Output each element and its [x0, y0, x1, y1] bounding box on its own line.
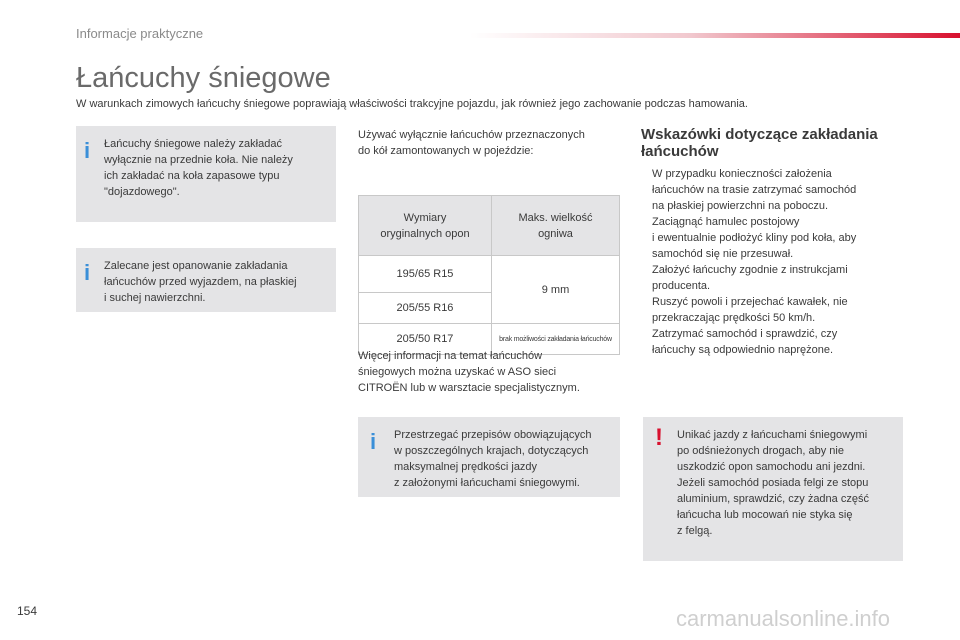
more-info-text: Więcej informacji na temat łańcuchów śniegowych można uzyskać w ASO sieci CITROËN lub w warsztacie specjalistycznym.: [358, 350, 580, 394]
header-tyre-size: Wymiary oryginalnych opon: [359, 196, 492, 256]
info-icon: i: [84, 260, 91, 285]
list-item: Zaciągnąć hamulec postojowy i ewentualnie podłożyć kliny pod koła, aby samochód się nie przesuwał.: [652, 216, 857, 260]
warning-text: Unikać jazdy z łańcuchami śniegowymi po odśnieżonych drogach, aby nie uszkodzić opon samochodu ani jezdni. Jeżeli samochód posiada felgi ze stopu aluminium, sprawdzić, czy żadna część łańcucha lub mocowań nie styka się z felgą.: [677, 429, 869, 537]
page-title: Łańcuchy śniegowe: [76, 62, 331, 94]
link-size-cell: brak możliwości zakładania łańcuchów: [492, 324, 620, 355]
list-item: W przypadku konieczności założenia łańcuchów na trasie zatrzymać samochód na płaskiej powierzchni na poboczu.: [652, 168, 857, 212]
info-text: Łańcuchy śniegowe należy zakładać wyłącznie na przednie koła. Nie należy ich zakładać na koła zapasowe typu "dojazdowego".: [104, 138, 293, 198]
warning-box-alloy-wheels: [643, 417, 903, 561]
tips-list: [641, 166, 906, 358]
info-icon: i: [84, 138, 91, 163]
list-item: Zatrzymać samochód i sprawdzić, czy łańcuchy są odpowiednio naprężone.: [652, 328, 838, 356]
tips-heading: Wskazówki dotyczące zakładania łańcuchów: [641, 126, 878, 160]
tyre-chain-table: [358, 195, 620, 355]
list-item: Ruszyć powoli i przejechać kawałek, nie przekraczając prędkości 50 km/h.: [652, 296, 848, 324]
page-number: 154: [17, 604, 38, 618]
watermark: carmanualsonline.info: [676, 606, 891, 631]
link-size-cell: 9 mm: [492, 256, 620, 324]
table-row: [359, 256, 620, 293]
intro-text: W warunkach zimowych łańcuchy śniegowe poprawiają właściwości trakcyjne pojazdu, jak również jego zachowanie podczas hamowania.: [76, 98, 748, 110]
info-box-front-wheels: [76, 126, 336, 222]
info-icon: i: [370, 429, 377, 454]
info-text: Zalecane jest opanowanie zakładania łańcuchów przed wyjazdem, na płaskiej i suchej nawierzchni.: [104, 260, 297, 304]
header-divider: [470, 33, 960, 38]
section-header: Informacje praktyczne: [76, 26, 204, 41]
header-link-size: Maks. wielkość ogniwa: [492, 196, 620, 256]
tyre-size-cell: 195/65 R15: [359, 256, 492, 293]
chains-lead-text: Używać wyłącznie łańcuchów przeznaczonych do kół zamontowanych w pojeździe:: [358, 129, 585, 157]
table-header-row: [359, 196, 620, 256]
warning-icon: !: [655, 424, 663, 451]
info-box-practice: [76, 248, 336, 312]
info-text: Przestrzegać przepisów obowiązujących w poszczególnych krajach, dotyczących maksymalnej prędkości jazdy z założonymi łańcuchami śniegowymi.: [394, 429, 592, 489]
tyre-size-cell: 205/55 R16: [359, 293, 492, 324]
tyre-size-cell: 205/50 R17: [359, 324, 492, 355]
info-box-speed-limits: [358, 417, 620, 497]
list-item: Założyć łańcuchy zgodnie z instrukcjami producenta.: [652, 264, 848, 292]
